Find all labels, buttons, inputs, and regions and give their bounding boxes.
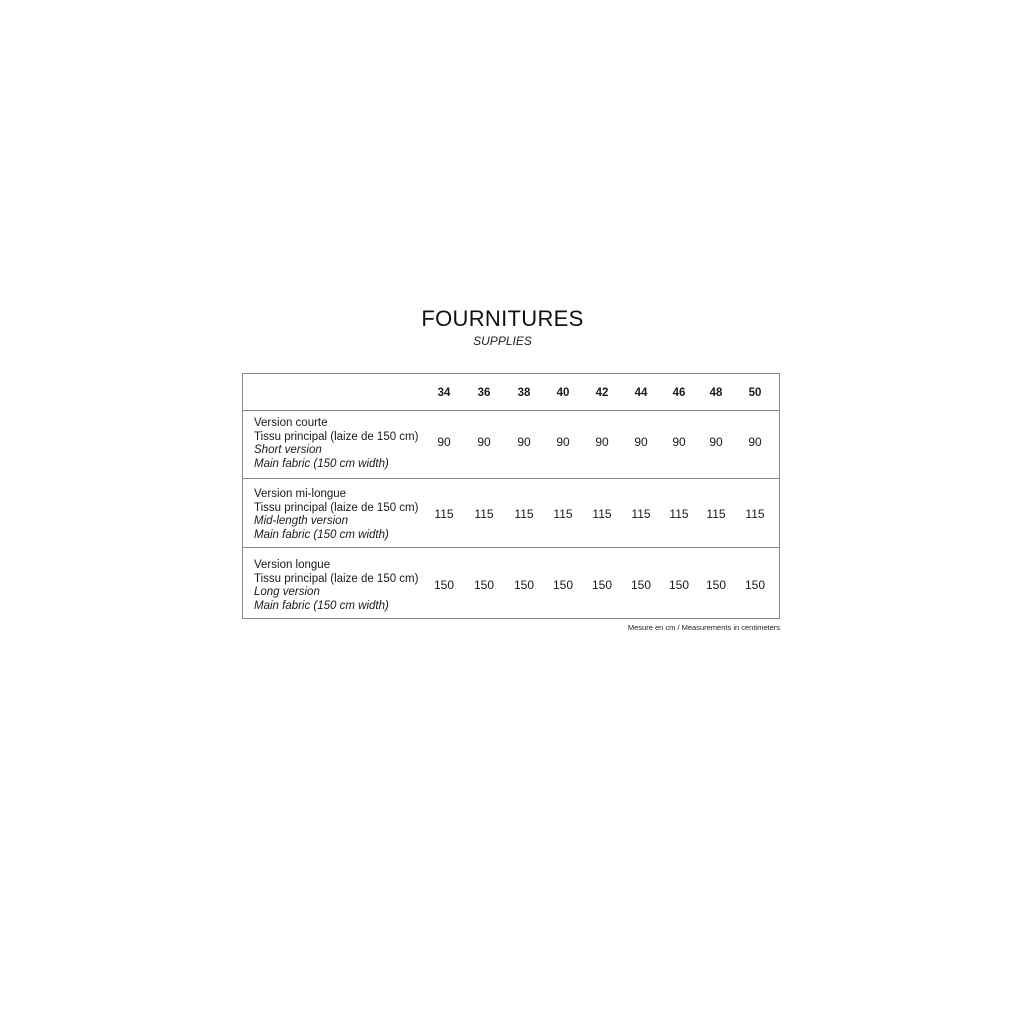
table-row bbox=[243, 548, 779, 618]
table-cell: 115 bbox=[669, 507, 689, 521]
row-label-fr-fabric: Tissu principal (laize de 150 cm) bbox=[254, 572, 419, 585]
size-header: 36 bbox=[477, 387, 491, 399]
row-label-fr-fabric: Tissu principal (laize de 150 cm) bbox=[254, 430, 419, 443]
row-label-en-version: Mid-length version bbox=[254, 515, 348, 527]
size-header: 44 bbox=[634, 387, 648, 399]
table-cell: 90 bbox=[477, 435, 491, 449]
table-cell: 90 bbox=[672, 435, 686, 449]
table-cell: 115 bbox=[631, 507, 651, 521]
row-label bbox=[254, 559, 424, 613]
table-cell: 115 bbox=[514, 507, 534, 521]
row-label bbox=[254, 417, 424, 471]
table-cell: 115 bbox=[474, 507, 494, 521]
page-title: FOURNITURES bbox=[421, 306, 584, 331]
row-label-en-fabric: Main fabric (150 cm width) bbox=[254, 528, 389, 541]
table-cell: 115 bbox=[434, 507, 454, 521]
size-header: 46 bbox=[672, 387, 686, 399]
table-cell: 150 bbox=[591, 578, 613, 592]
size-header: 42 bbox=[595, 387, 609, 399]
table-cell: 90 bbox=[517, 435, 531, 449]
row-label-fr-version: Version mi-longue bbox=[254, 488, 347, 500]
table-cell: 90 bbox=[556, 435, 570, 449]
size-header: 34 bbox=[437, 387, 451, 399]
table-cell: 115 bbox=[592, 507, 612, 521]
supplies-table bbox=[242, 373, 780, 619]
size-header: 48 bbox=[709, 387, 723, 399]
table-cell: 90 bbox=[709, 435, 723, 449]
row-label-en-version: Short version bbox=[254, 444, 322, 456]
size-header: 38 bbox=[517, 387, 531, 399]
table-cell: 115 bbox=[706, 507, 726, 521]
row-label-fr-fabric: Tissu principal (laize de 150 cm) bbox=[254, 501, 419, 514]
table-cell: 115 bbox=[553, 507, 573, 521]
measurement-note: Mesure en cm / Measurements in centimeters bbox=[627, 623, 780, 632]
page-subtitle: SUPPLIES bbox=[473, 334, 532, 348]
table-cell: 150 bbox=[668, 578, 690, 592]
row-label-fr-version: Version longue bbox=[254, 559, 331, 571]
row-label bbox=[254, 488, 424, 542]
table-cell: 150 bbox=[705, 578, 727, 592]
table-row bbox=[243, 479, 779, 548]
table-cell: 150 bbox=[433, 578, 455, 592]
table-cell: 150 bbox=[513, 578, 535, 592]
table-cell: 90 bbox=[748, 435, 762, 449]
table-cell: 150 bbox=[473, 578, 495, 592]
table-cell: 115 bbox=[745, 507, 765, 521]
table-cell: 90 bbox=[437, 435, 451, 449]
table-cell: 90 bbox=[595, 435, 609, 449]
row-label-en-fabric: Main fabric (150 cm width) bbox=[254, 457, 389, 470]
row-label-en-version: Long version bbox=[254, 586, 320, 598]
row-label-fr-version: Version courte bbox=[254, 417, 328, 429]
table-row bbox=[243, 411, 779, 479]
table-cell: 150 bbox=[630, 578, 652, 592]
table-cell: 90 bbox=[634, 435, 648, 449]
size-header: 50 bbox=[748, 387, 762, 399]
table-cell: 150 bbox=[552, 578, 574, 592]
row-label-en-fabric: Main fabric (150 cm width) bbox=[254, 599, 389, 612]
table-header-row bbox=[243, 374, 779, 411]
table-cell: 150 bbox=[744, 578, 766, 592]
size-header: 40 bbox=[556, 387, 570, 399]
